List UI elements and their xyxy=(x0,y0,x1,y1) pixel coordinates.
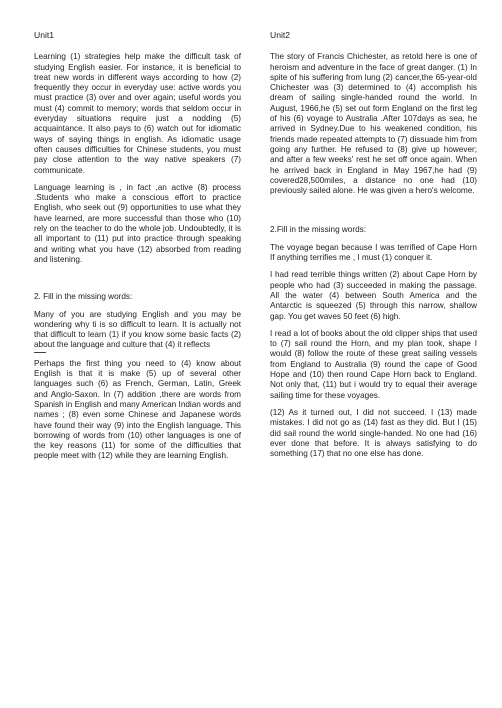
unit2-paragraph-1: The story of Francis Chichester, as retold here is one of heroism and adventure in the face of great danger. (1) In spite of his suffering from lung (2) cancer,the 65-year-old Chichester was (3) determined to (4) accomplish his dream of sailing single-handed round the world. In August, 1966,he (5) set out form England on the first leg of his (6) voyage to Australia .After 107days as sea, he arrived in Sydney.Due to his weakened condition, his friends made repeated attempts to (7) dissuade him from going any further. He refused to (8) give up however; and after a few weeks' rest he set off once again. When he arrived back in England in May 1967,he had (9) covered28,500miles, a distance no one had (10) previously sailed alone. He was given a hero's welcome. xyxy=(270,52,477,196)
unit2-paragraph-3: I had read terrible things written (2) about Cape Horn by people who had (3) succeeded in making the passage. All the water (4) between South America and the Antarctic is squeezed (5) through this narrow, shallow gap. You get waves 50 feet (6) high. xyxy=(270,270,477,321)
unit2-section2-title: 2.Fill in the missing words: xyxy=(270,225,367,235)
unit1-column xyxy=(34,30,241,469)
unit2-paragraph-5: (12) As it turned out, I did not succeed. I (13) made mistakes. I did not go as (14) fast as they did. But I (15) did sail round the world single-handed. No one had (16) ever done that before. It is always satisfying to do something (17) that no one else has done. xyxy=(270,407,477,459)
unit1-paragraph-1: Learning (1) strategies help make the difficult task of studying English easier. For instance, it is beneficial to treat new words in different ways according to how (2) frequently they occur in everyday use: active words you must practice (3) over and over again; useful words you must (4) commit to memory; words that seldom occur in everyday situations require just a nodding (5) acquaintance. It also pays to (6) watch out for idiomatic ways of saying things in english. As idiomatic usage often causes difficulties for Chinese students, you must pay close attention to the way native speakers (7) communicate. xyxy=(34,52,241,175)
unit1-paragraph-2: Language learning is , in fact ,an active (8) process .Students who make a conscious effort to practice English, who seek out (9) opportunities to use what they have learned, are more successful than those who (10) rely on the teacher to do the whole job. Undoubtedly, it is all important to (11) put into practice through speaking and writing what you have (12) absorbed from reading and listening. xyxy=(34,182,241,264)
unit1-paragraph-3: Many of you are studying English and you may be wondering why ti is so difficult to learn. It is actually not that difficult to learn (1) if you know some basic facts (2) about the language and culture that (4) it reflects xyxy=(34,309,241,350)
unit2-title: Unit2 xyxy=(270,30,291,40)
unit1-title: Unit1 xyxy=(34,30,55,40)
unit2-paragraph-2: The voyage began because I was terrified of Cape Horn If anything terrifies me , I must (1) conquer it. xyxy=(270,242,477,263)
divider xyxy=(34,352,46,353)
unit2-paragraph-4: I read a lot of books about the old clipper ships that used to (7) sail round the Horn, and my plan took, shape I would (8) follow the route of these great sailing vessels from England to Australia (9) round the cape of Good Hope and (10) then round Cape Horn back to England. Not only that, (11) but i would try to equal their average sailing time for these voyages. xyxy=(270,328,477,400)
spacer xyxy=(270,203,477,225)
unit1-paragraph-4: Perhaps the first thing you need to (4) know about English is that it is make (5) up of several other languages such (6) as French, German, Latin, Greek and Anglo-Saxon. In (7) addition ,there are words from Spanish in English and many American Indian words and names ; (8) even some Chinese and Japanese words have found their way (9) into the English language. This borrowing of words from (10) other languages is one of the key reasons (11) for some of the difficulties that people meet with (12) while they are learning English. xyxy=(34,358,241,461)
spacer xyxy=(34,272,241,292)
unit2-column xyxy=(270,30,477,466)
unit1-section2-title: 2. Fill in the missing words: xyxy=(34,292,133,302)
